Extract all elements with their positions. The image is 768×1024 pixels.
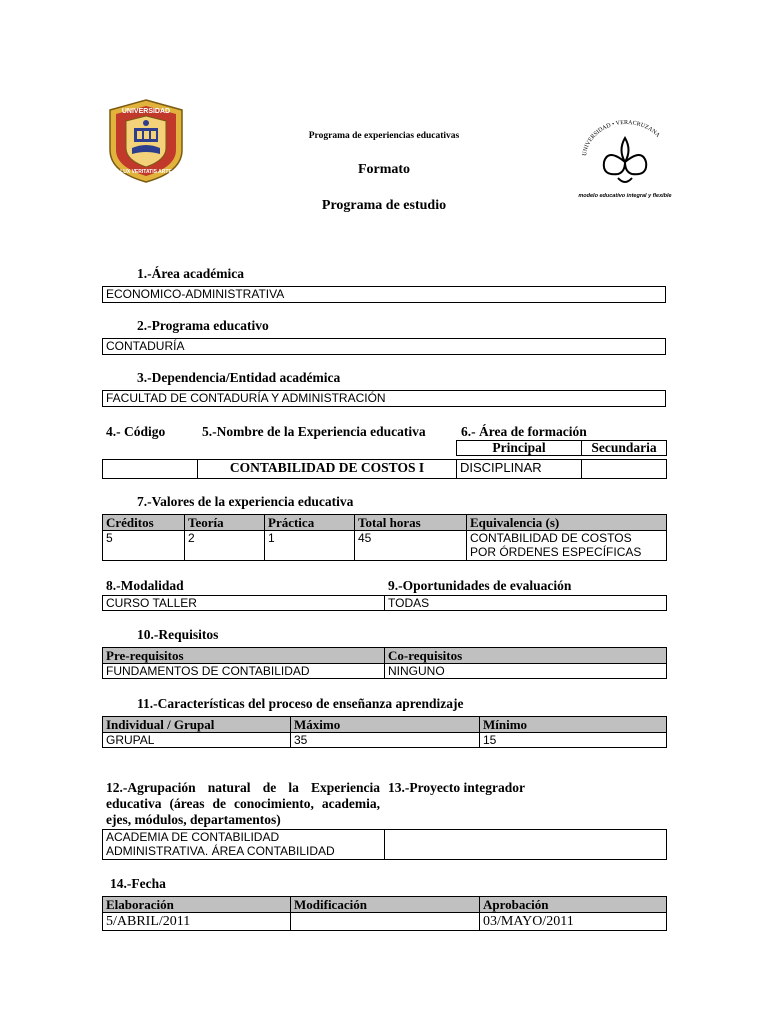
dependencia-value: FACULTAD DE CONTADURÍA Y ADMINISTRACIÓN — [102, 390, 666, 407]
aprobacion-header: Aprobación — [480, 897, 667, 913]
equivalencia-line-1: CONTABILIDAD DE COSTOS — [470, 531, 632, 545]
area-academica-value: ECONOMICO-ADMINISTRATIVA — [102, 286, 666, 303]
agrupacion-label — [106, 780, 380, 828]
modificacion-value — [291, 913, 480, 931]
programa-educativo-label: 2.-Programa educativo — [137, 318, 269, 333]
modalidad-value: CURSO TALLER — [103, 596, 385, 611]
oportunidades-label: 9.-Oportunidades de evaluación — [388, 578, 572, 593]
equivalencia-value — [467, 531, 667, 561]
maximo-header: Máximo — [291, 717, 480, 733]
total-horas-header: Total horas — [355, 515, 467, 531]
fecha-label: 14.-Fecha — [110, 876, 166, 891]
agrupacion-label-line-1: 12.-Agrupación natural de la Experiencia — [106, 780, 380, 795]
caracteristicas-table — [102, 716, 667, 748]
agrupacion-label-line-3: ejes, módulos, departamentos) — [106, 812, 281, 827]
modificacion-header: Modificación — [291, 897, 480, 913]
elaboracion-header: Elaboración — [103, 897, 291, 913]
teoria-value: 2 — [185, 531, 265, 561]
area-formacion-table — [456, 440, 667, 456]
agrupacion-value — [103, 830, 385, 860]
minimo-header: Mínimo — [480, 717, 667, 733]
svg-text:LUX VERITATIS ARTE: LUX VERITATIS ARTE — [120, 169, 172, 175]
requisitos-table — [102, 647, 667, 679]
prerrequisitos-header: Pre-requisitos — [103, 648, 385, 664]
document-subtitle: Programa de experiencias educativas — [308, 131, 460, 141]
individual-grupal-value: GRUPAL — [103, 733, 291, 748]
elaboracion-value: 5/ABRIL/2011 — [103, 913, 291, 931]
valores-label: 7.-Valores de la experiencia educativa — [137, 494, 354, 509]
area-formacion-label: 6.- Área de formación — [461, 424, 587, 439]
total-horas-value: 45 — [355, 531, 467, 561]
nombre-ee-label: 5.-Nombre de la Experiencia educativa — [202, 424, 426, 439]
prerrequisitos-value: FUNDAMENTOS DE CONTABILIDAD — [103, 664, 385, 679]
practica-value: 1 — [265, 531, 355, 561]
valores-table — [102, 514, 667, 561]
agrupacion-value-line-1: ACADEMIA DE CONTABILIDAD — [106, 830, 280, 844]
creditos-header: Créditos — [103, 515, 185, 531]
modalidad-table — [102, 595, 667, 611]
principal-header: Principal — [457, 441, 582, 456]
individual-grupal-header: Individual / Grupal — [103, 717, 291, 733]
document-format-label: Formato — [357, 162, 411, 177]
document-title: Programa de estudio — [321, 198, 447, 213]
svg-text:UNIVERSIDAD: UNIVERSIDAD — [121, 108, 171, 115]
programa-educativo-value: CONTADURÍA — [102, 338, 666, 355]
proyecto-integrador-value — [385, 830, 667, 860]
codigo-label: 4.- Código — [106, 424, 166, 439]
principal-value: DISCIPLINAR — [457, 460, 582, 479]
codigo-value — [103, 460, 198, 479]
fecha-table — [102, 896, 667, 931]
minimo-value: 15 — [480, 733, 667, 748]
secundaria-value — [582, 460, 667, 479]
codigo-nombre-table — [102, 459, 667, 479]
equivalencia-header: Equivalencia (s) — [467, 515, 667, 531]
oportunidades-value: TODAS — [385, 596, 667, 611]
svg-text:UNIVERSIDAD • VERACRUZANA: UNIVERSIDAD • VERACRUZANA — [582, 119, 661, 157]
agrupacion-table — [102, 829, 667, 860]
agrupacion-label-line-2: educativa (áreas de conocimiento, academia, — [106, 796, 380, 811]
correquisitos-value: NINGUNO — [385, 664, 667, 679]
practica-header: Práctica — [265, 515, 355, 531]
equivalencia-line-2: POR ÓRDENES ESPECÍFICAS — [470, 545, 642, 559]
nombre-ee-value: CONTABILIDAD DE COSTOS I — [198, 460, 457, 479]
agrupacion-value-line-2: ADMINISTRATIVA. ÁREA CONTABILIDAD — [106, 844, 335, 858]
svg-text:modelo educativo integral y fl: modelo educativo integral y flexible — [578, 193, 672, 199]
creditos-value: 5 — [103, 531, 185, 561]
correquisitos-header: Co-requisitos — [385, 648, 667, 664]
caracteristicas-label: 11.-Características del proceso de enseñanza aprendizaje — [137, 696, 464, 711]
proyecto-integrador-label: 13.-Proyecto integrador — [388, 780, 525, 795]
maximo-value: 35 — [291, 733, 480, 748]
dependencia-label: 3.-Dependencia/Entidad académica — [137, 370, 341, 385]
area-academica-label: 1.-Área académica — [137, 266, 244, 281]
requisitos-label: 10.-Requisitos — [137, 627, 219, 642]
teoria-header: Teoría — [185, 515, 265, 531]
secundaria-header: Secundaria — [582, 441, 667, 456]
aprobacion-value: 03/MAYO/2011 — [480, 913, 667, 931]
modalidad-label: 8.-Modalidad — [106, 578, 184, 593]
